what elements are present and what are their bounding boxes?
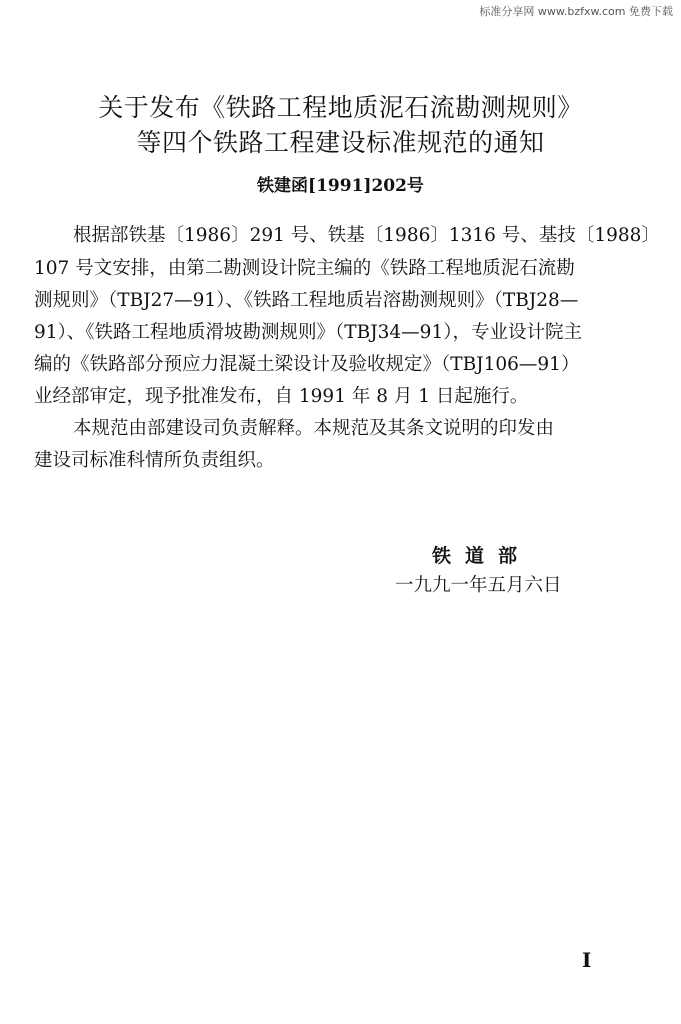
body-line-2: 107 号文安排，由第二勘测设计院主编的《铁路工程地质泥石流勘 — [34, 258, 575, 279]
title-line-1: 关于发布《铁路工程地质泥石流勘测规则》 — [98, 93, 583, 122]
body-line-5: 编的《铁路部分预应力混凝土梁设计及验收规定》（TBJ106—91） — [34, 354, 580, 375]
title-line-2: 等四个铁路工程建设标准规范的通知 — [136, 128, 545, 157]
watermark-text: 标准分享网 www.bzfxw.com 免费下载 — [479, 5, 673, 18]
body-line-8: 建设司标准科情所负责组织。 — [34, 450, 275, 471]
body-line-3: 测规则》（TBJ27—91）、《铁路工程地质岩溶勘测规则》（TBJ28— — [34, 290, 579, 311]
signature-organization: 铁道部 — [432, 545, 532, 567]
body-line-1: 根据部铁基〔1986〕291 号、铁基〔1986〕1316 号、基技〔1988〕 — [73, 225, 660, 246]
page-number: I — [582, 948, 592, 972]
document-number: 铁建函[1991]202号 — [257, 176, 424, 196]
body-line-7: 本规范由部建设司负责解释。本规范及其条文说明的印发由 — [73, 418, 555, 439]
signature-date: 一九九一年五月六日 — [395, 575, 562, 596]
body-line-4: 91）、《铁路工程地质滑坡勘测规则》（TBJ34—91），专业设计院主 — [34, 322, 582, 343]
body-line-6: 业经部审定，现予批准发布，自 1991 年 8 月 1 日起施行。 — [34, 386, 529, 407]
